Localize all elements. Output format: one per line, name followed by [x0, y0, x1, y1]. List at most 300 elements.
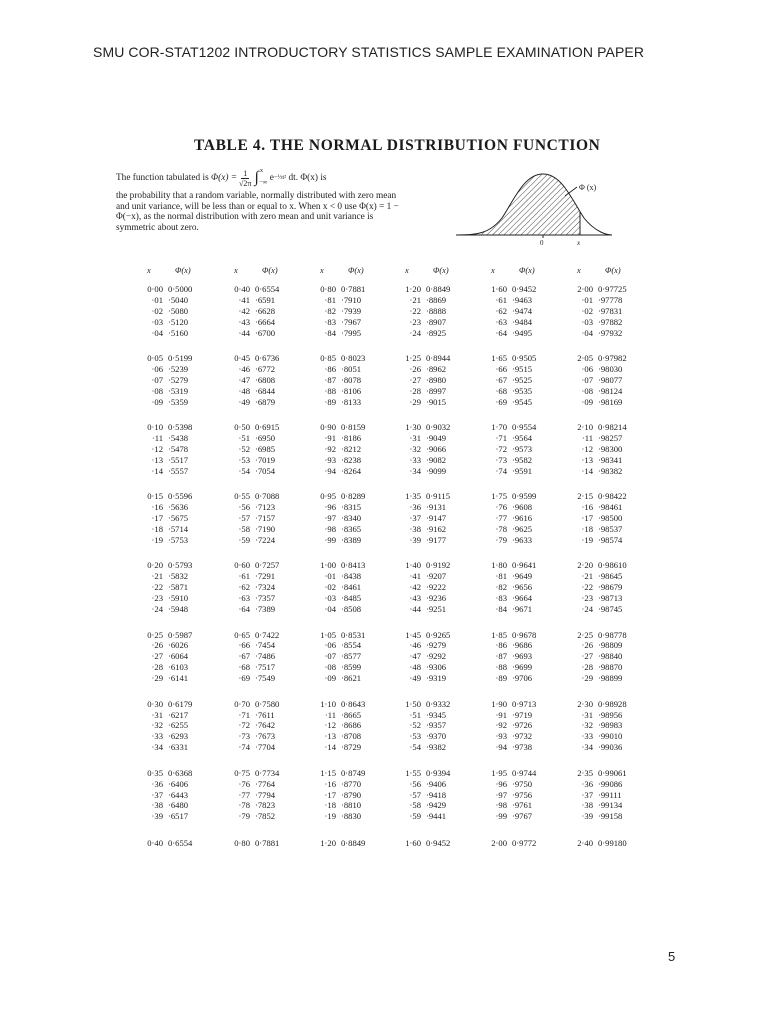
- x-value: ·37: [581, 789, 593, 800]
- phi-value: ·9082: [426, 454, 447, 465]
- phi-value: ·9545: [512, 396, 533, 407]
- phi-value: 0·99061: [598, 767, 627, 778]
- phi-value: ·9370: [426, 731, 447, 742]
- phi-value: ·9319: [426, 673, 447, 684]
- x-value: ·68: [495, 385, 507, 396]
- phi-value: ·8238: [341, 454, 362, 465]
- phi-value: ·5557: [168, 465, 189, 476]
- phi-value: ·6772: [255, 364, 276, 374]
- x-value: ·21: [151, 571, 163, 582]
- phi-value: 0·9192: [426, 560, 451, 571]
- x-value: ·12: [581, 444, 593, 454]
- column-header-phi: Φ(x): [519, 266, 535, 275]
- fraction-numerator: 1: [243, 168, 248, 178]
- phi-value: ·6406: [168, 778, 189, 789]
- phi-value: ·9162: [426, 524, 447, 534]
- phi-value: ·9656: [512, 582, 533, 593]
- phi-value: ·7910: [341, 294, 362, 305]
- phi-value: ·9573: [512, 444, 533, 454]
- phi-value: ·99036: [598, 742, 623, 753]
- phi-value: ·9699: [512, 662, 533, 673]
- x-value: 1·25: [405, 353, 421, 364]
- x-value: ·67: [238, 651, 250, 662]
- phi-value: ·7823: [255, 800, 276, 811]
- x-value: ·63: [495, 316, 507, 327]
- x-value: ·92: [495, 720, 507, 731]
- phi-value: ·99111: [598, 789, 622, 800]
- x-value: ·79: [238, 811, 250, 822]
- x-value: 0·05: [147, 353, 163, 364]
- phi-value: ·7123: [255, 502, 276, 513]
- x-value: ·52: [238, 444, 250, 454]
- phi-value: ·98983: [598, 720, 623, 731]
- phi-value: ·7673: [255, 731, 276, 742]
- x-value: ·48: [409, 662, 421, 673]
- x-value: ·29: [151, 673, 163, 684]
- x-value: ·51: [409, 709, 421, 720]
- phi-value: 0·5199: [168, 353, 193, 364]
- column-header-x: x: [147, 266, 151, 275]
- phi-value: ·99134: [598, 800, 623, 811]
- x-value: ·27: [581, 651, 593, 662]
- x-value: ·78: [495, 524, 507, 534]
- x-value: ·16: [151, 502, 163, 513]
- x-value: ·29: [581, 673, 593, 684]
- phi-value: ·9251: [426, 604, 447, 614]
- phi-value: 0·9599: [512, 491, 537, 502]
- x-value: 2·20: [577, 560, 593, 571]
- phi-value: ·6026: [168, 640, 189, 651]
- phi-value: ·8315: [341, 502, 362, 513]
- phi-value: ·8485: [341, 593, 362, 604]
- intro-body: the probability that a random variable, normally distributed with zero mean and unit variance, will be less than or equal to x. When x < 0 use Φ(x) = 1 − Φ(−x), as the normal distribution with zero mean and unit variance is symmetric about zero.: [116, 191, 399, 233]
- x-value: ·91: [495, 709, 507, 720]
- x-value: ·16: [581, 502, 593, 513]
- x-value: ·99: [324, 534, 336, 545]
- x-value: ·68: [238, 662, 250, 673]
- x-value: 0·40: [147, 837, 163, 848]
- phi-value: ·9495: [512, 327, 533, 338]
- x-value: ·49: [238, 396, 250, 407]
- phi-value: ·9664: [512, 593, 533, 604]
- column-header-phi: Φ(x): [348, 266, 364, 275]
- phi-value: 0·7580: [255, 698, 280, 709]
- x-value: ·43: [238, 316, 250, 327]
- x-value: ·57: [409, 789, 421, 800]
- phi-value: ·9474: [512, 305, 533, 316]
- phi-value: ·8078: [341, 374, 362, 385]
- x-value: 1·90: [491, 698, 507, 709]
- phi-value: 0·9678: [512, 629, 537, 640]
- phi-value: 0·99180: [598, 837, 627, 848]
- phi-value: 0·8849: [426, 284, 451, 294]
- x-value: ·11: [324, 709, 336, 720]
- phi-value: 0·6736: [255, 353, 280, 364]
- x-value: ·81: [495, 571, 507, 582]
- phi-value: 0·9641: [512, 560, 537, 571]
- phi-value: 0·8289: [341, 491, 366, 502]
- x-value: ·07: [581, 374, 593, 385]
- phi-value: ·98840: [598, 651, 623, 662]
- phi-value: ·5714: [168, 524, 189, 534]
- phi-value: ·98341: [598, 454, 623, 465]
- x-value: ·24: [581, 604, 593, 614]
- phi-value: ·98257: [598, 433, 623, 444]
- x-value: ·19: [324, 811, 336, 822]
- phi-value: ·7642: [255, 720, 276, 731]
- phi-value: ·8925: [426, 327, 447, 338]
- x-value: ·38: [151, 800, 163, 811]
- x-value: 1·55: [405, 767, 421, 778]
- phi-value: ·8186: [341, 433, 362, 444]
- x-value: ·79: [495, 534, 507, 545]
- phi-value: 0·97725: [598, 284, 627, 294]
- phi-value: ·7794: [255, 789, 276, 800]
- column-header-x: x: [405, 266, 409, 275]
- x-value: 0·20: [147, 560, 163, 571]
- x-value: ·01: [581, 294, 593, 305]
- x-value: ·26: [581, 640, 593, 651]
- phi-value: ·8106: [341, 385, 362, 396]
- phi-value: ·7190: [255, 524, 276, 534]
- phi-value: 0·6554: [255, 284, 280, 294]
- x-value: ·21: [581, 571, 593, 582]
- phi-value: ·9406: [426, 778, 447, 789]
- x-value: ·17: [151, 513, 163, 524]
- phi-value: ·9418: [426, 789, 447, 800]
- phi-value: 0·98610: [598, 560, 627, 571]
- x-value: ·89: [495, 673, 507, 684]
- phi-value: ·6985: [255, 444, 276, 454]
- phi-value: ·6217: [168, 709, 189, 720]
- x-value: 0·15: [147, 491, 163, 502]
- x-value: 1·95: [491, 767, 507, 778]
- phi-value: 0·97982: [598, 353, 627, 364]
- phi-value: ·7764: [255, 778, 276, 789]
- phi-value: ·5438: [168, 433, 189, 444]
- x-value: ·54: [409, 742, 421, 753]
- x-value: 0·70: [234, 698, 250, 709]
- x-value: ·51: [238, 433, 250, 444]
- phi-value: ·9279: [426, 640, 447, 651]
- x-value: 2·10: [577, 422, 593, 433]
- x-value: ·14: [151, 465, 163, 476]
- x-value: ·13: [151, 454, 163, 465]
- phi-value: ·6628: [255, 305, 276, 316]
- x-value: 0·00: [147, 284, 163, 294]
- phi-value: ·6443: [168, 789, 189, 800]
- x-value: 2·00: [491, 837, 507, 848]
- phi-value: ·97778: [598, 294, 623, 305]
- x-value: ·87: [495, 651, 507, 662]
- x-value: ·83: [495, 593, 507, 604]
- phi-value: ·8665: [341, 709, 362, 720]
- phi-value: ·9756: [512, 789, 533, 800]
- phi-value: ·98870: [598, 662, 623, 673]
- phi-value: ·98645: [598, 571, 623, 582]
- x-value: ·19: [581, 534, 593, 545]
- x-value: ·32: [409, 444, 421, 454]
- integral-upper-limit: x: [259, 166, 264, 174]
- phi-value: ·97831: [598, 305, 623, 316]
- x-value: ·84: [495, 604, 507, 614]
- x-value: ·99: [495, 811, 507, 822]
- x-value: ·01: [151, 294, 163, 305]
- phi-value: 0·7881: [341, 284, 366, 294]
- x-value: ·46: [238, 364, 250, 374]
- phi-value: ·6141: [168, 673, 189, 684]
- phi-value: ·9236: [426, 593, 447, 604]
- phi-value: ·8621: [341, 673, 362, 684]
- phi-value: 0·9505: [512, 353, 537, 364]
- phi-value: ·9066: [426, 444, 447, 454]
- x-value: ·08: [581, 385, 593, 396]
- phi-value: ·9726: [512, 720, 533, 731]
- phi-value: ·7054: [255, 465, 276, 476]
- x-value: 1·30: [405, 422, 421, 433]
- x-value: ·74: [495, 465, 507, 476]
- x-value: 1·60: [491, 284, 507, 294]
- phi-value: 0·98422: [598, 491, 627, 502]
- x-value: ·62: [238, 582, 250, 593]
- x-value: ·98: [495, 800, 507, 811]
- x-value: 2·05: [577, 353, 593, 364]
- x-value: ·02: [151, 305, 163, 316]
- phi-value: 0·5793: [168, 560, 193, 571]
- x-value: 1·05: [320, 629, 336, 640]
- phi-value: ·8708: [341, 731, 362, 742]
- phi-value: ·9625: [512, 524, 533, 534]
- x-value: ·11: [151, 433, 163, 444]
- phi-value: ·8577: [341, 651, 362, 662]
- phi-value: ·5359: [168, 396, 189, 407]
- phi-value: ·7224: [255, 534, 276, 545]
- page-header: SMU COR-STAT1202 INTRODUCTORY STATISTICS SAMPLE EXAMINATION PAPER: [93, 44, 645, 60]
- x-value: 0·85: [320, 353, 336, 364]
- phi-value: ·8461: [341, 582, 362, 593]
- phi-value: 0·98928: [598, 698, 627, 709]
- phi-value: 0·8749: [341, 767, 366, 778]
- phi-value: ·9515: [512, 364, 533, 374]
- phi-value: ·8888: [426, 305, 447, 316]
- phi-value: ·9582: [512, 454, 533, 465]
- phi-value: ·8770: [341, 778, 362, 789]
- x-value: ·44: [409, 604, 421, 614]
- phi-value: 0·98214: [598, 422, 627, 433]
- phi-value: ·5871: [168, 582, 189, 593]
- x-value: ·97: [495, 789, 507, 800]
- phi-value: ·6064: [168, 651, 189, 662]
- phi-value: 0·5596: [168, 491, 193, 502]
- phi-value: ·8980: [426, 374, 447, 385]
- phi-value: ·9292: [426, 651, 447, 662]
- phi-value: ·9535: [512, 385, 533, 396]
- phi-value: 0·9713: [512, 698, 537, 709]
- x-value: ·28: [409, 385, 421, 396]
- x-value: 2·30: [577, 698, 593, 709]
- phi-value: ·6293: [168, 731, 189, 742]
- phi-value: ·7517: [255, 662, 276, 673]
- phi-value: ·9429: [426, 800, 447, 811]
- phi-value: ·5910: [168, 593, 189, 604]
- x-value: 0·75: [234, 767, 250, 778]
- x-value: ·69: [495, 396, 507, 407]
- x-value: 0·10: [147, 422, 163, 433]
- x-value: ·92: [324, 444, 336, 454]
- x-value: ·37: [151, 789, 163, 800]
- phi-value: ·5675: [168, 513, 189, 524]
- phi-value: 0·7088: [255, 491, 280, 502]
- phi-value: 0·9744: [512, 767, 537, 778]
- phi-value: ·9686: [512, 640, 533, 651]
- x-value: 0·95: [320, 491, 336, 502]
- x-value: ·16: [324, 778, 336, 789]
- phi-value: ·5160: [168, 327, 189, 338]
- phi-value: ·9608: [512, 502, 533, 513]
- x-value: ·71: [238, 709, 250, 720]
- x-value: ·18: [581, 524, 593, 534]
- phi-value: 0·98778: [598, 629, 627, 640]
- formula-phi: Φ(x) =: [211, 172, 238, 183]
- phi-value: 0·6368: [168, 767, 193, 778]
- x-value: ·26: [409, 364, 421, 374]
- phi-value: ·6879: [255, 396, 276, 407]
- column-header-phi: Φ(x): [433, 266, 449, 275]
- x-value: ·39: [151, 811, 163, 822]
- x-value: ·04: [324, 604, 336, 614]
- column-header-phi: Φ(x): [605, 266, 621, 275]
- x-value: ·93: [495, 731, 507, 742]
- x-value: ·94: [495, 742, 507, 753]
- phi-value: ·5478: [168, 444, 189, 454]
- x-value: ·22: [581, 582, 593, 593]
- x-value: ·12: [151, 444, 163, 454]
- x-value: ·97: [324, 513, 336, 524]
- phi-value: 0·8023: [341, 353, 366, 364]
- phi-value: ·7357: [255, 593, 276, 604]
- x-value: 2·40: [577, 837, 593, 848]
- x-value: ·86: [324, 364, 336, 374]
- phi-value: ·7389: [255, 604, 276, 614]
- phi-value: ·9761: [512, 800, 533, 811]
- x-value: ·08: [151, 385, 163, 396]
- zero-label: 0: [540, 239, 544, 246]
- formula-tail: dt. Φ(x) is: [288, 172, 327, 183]
- phi-value: ·7454: [255, 640, 276, 651]
- x-value: ·77: [495, 513, 507, 524]
- phi-value: ·99010: [598, 731, 623, 742]
- formula-fraction: [239, 169, 251, 188]
- phi-value: ·5319: [168, 385, 189, 396]
- x-value: 0·25: [147, 629, 163, 640]
- phi-value: ·8790: [341, 789, 362, 800]
- x-value: ·14: [324, 742, 336, 753]
- intro-text: [116, 167, 401, 233]
- phi-value: ·8340: [341, 513, 362, 524]
- x-value: 1·60: [405, 837, 421, 848]
- x-value: ·12: [324, 720, 336, 731]
- x-value: 1·75: [491, 491, 507, 502]
- x-value: ·07: [324, 651, 336, 662]
- phi-value: ·8962: [426, 364, 447, 374]
- phi-value: 0·8413: [341, 560, 366, 571]
- phi-value: ·5753: [168, 534, 189, 545]
- phi-formula: [116, 167, 401, 189]
- phi-value: ·8438: [341, 571, 362, 582]
- x-value: 1·40: [405, 560, 421, 571]
- column-header-phi: Φ(x): [175, 266, 191, 275]
- phi-value: ·9525: [512, 374, 533, 385]
- phi-value: ·9767: [512, 811, 533, 822]
- x-value: ·67: [495, 374, 507, 385]
- x-value: ·96: [324, 502, 336, 513]
- phi-value: ·8051: [341, 364, 362, 374]
- phi-value: ·9633: [512, 534, 533, 545]
- x-value: ·72: [495, 444, 507, 454]
- phi-value: ·98300: [598, 444, 623, 454]
- x-value: ·22: [151, 582, 163, 593]
- table-title: TABLE 4. THE NORMAL DISTRIBUTION FUNCTION: [194, 137, 601, 154]
- phi-value: ·8212: [341, 444, 362, 454]
- phi-value: 0·8849: [341, 837, 366, 848]
- phi-value: ·9207: [426, 571, 447, 582]
- column-header-phi: Φ(x): [262, 266, 278, 275]
- x-value: ·53: [238, 454, 250, 465]
- x-value: ·18: [151, 524, 163, 534]
- x-value: ·29: [409, 396, 421, 407]
- x-value: ·26: [151, 640, 163, 651]
- phi-value: ·8907: [426, 316, 447, 327]
- integral-sign: ∫: [254, 168, 259, 186]
- x-value: ·81: [324, 294, 336, 305]
- phi-value: ·9693: [512, 651, 533, 662]
- phi-value: 0·7881: [255, 837, 280, 848]
- phi-value: ·98956: [598, 709, 623, 720]
- phi-value: ·97882: [598, 316, 623, 327]
- phi-value: 0·5987: [168, 629, 193, 640]
- x-value: ·71: [495, 433, 507, 444]
- phi-value: ·8997: [426, 385, 447, 396]
- x-value: ·11: [581, 433, 593, 444]
- phi-value: ·98077: [598, 374, 623, 385]
- x-value: ·18: [324, 800, 336, 811]
- phi-value: ·5517: [168, 454, 189, 465]
- phi-value: ·7852: [255, 811, 276, 822]
- x-value: ·49: [409, 673, 421, 684]
- page-number: 5: [668, 949, 676, 964]
- phi-value: ·7291: [255, 571, 276, 582]
- phi-value: ·98574: [598, 534, 623, 545]
- phi-value: ·7611: [255, 709, 275, 720]
- phi-value: ·8830: [341, 811, 362, 822]
- x-value: ·72: [238, 720, 250, 731]
- x-value: ·52: [409, 720, 421, 731]
- x-value: ·39: [581, 811, 593, 822]
- phi-value: ·97932: [598, 327, 623, 338]
- x-value: ·37: [409, 513, 421, 524]
- x-value: ·24: [409, 327, 421, 338]
- phi-value: 0·9032: [426, 422, 451, 433]
- phi-value: ·5080: [168, 305, 189, 316]
- phi-value: ·6331: [168, 742, 189, 753]
- phi-value: ·7995: [341, 327, 362, 338]
- phi-value: 0·8531: [341, 629, 366, 640]
- x-value: ·76: [495, 502, 507, 513]
- x-value: 2·25: [577, 629, 593, 640]
- phi-value: 0·6554: [168, 837, 193, 848]
- phi-value: ·5040: [168, 294, 189, 305]
- x-value: ·91: [324, 433, 336, 444]
